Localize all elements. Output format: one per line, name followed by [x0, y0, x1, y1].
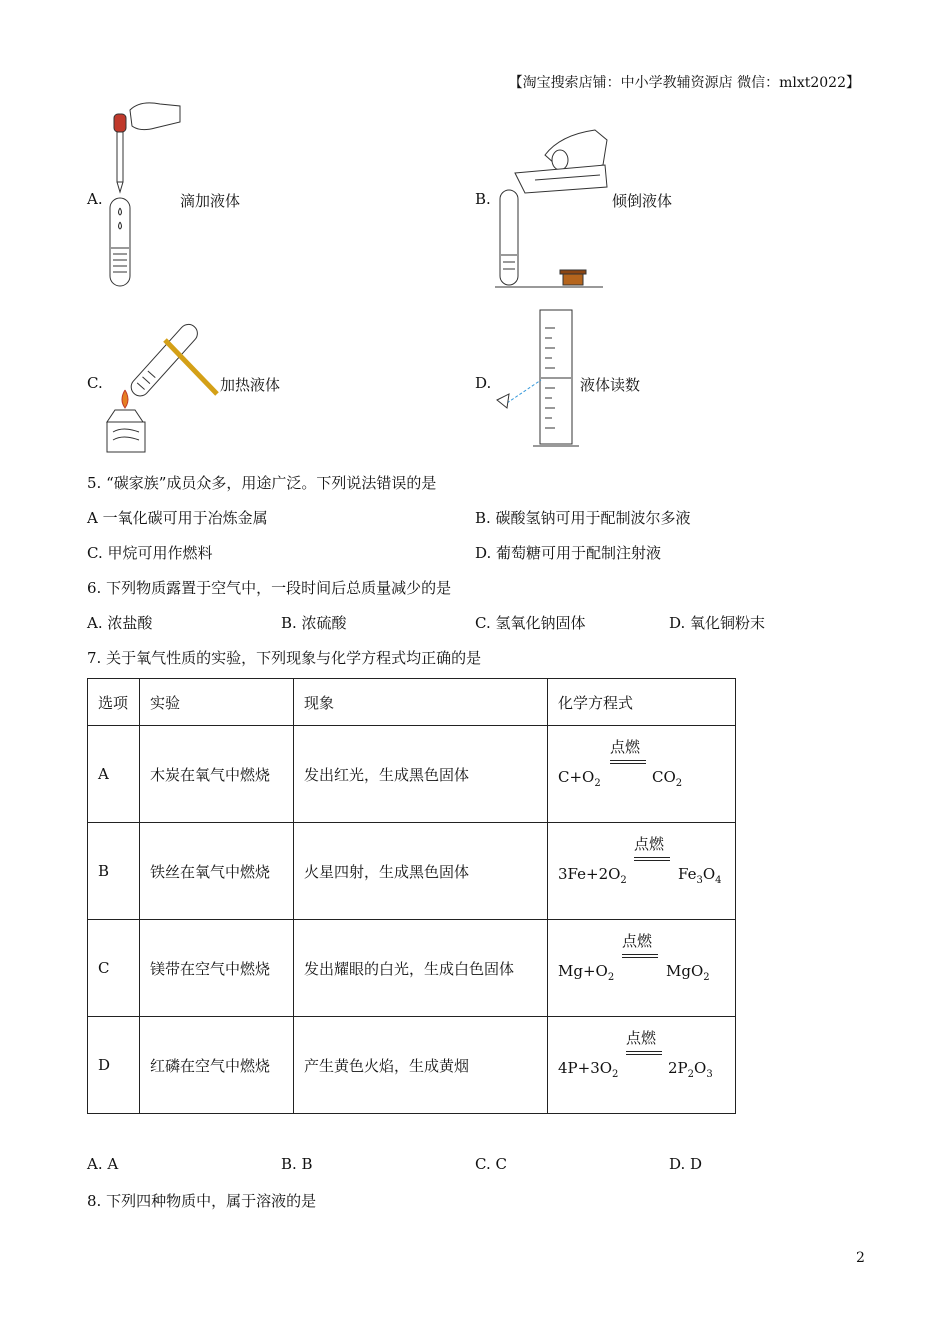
q7-answer-d: D. D: [669, 1155, 703, 1173]
equation-products: $2P_2O_3$: [668, 1059, 713, 1080]
header-phenomenon: 现象: [294, 679, 548, 726]
row-equation: [548, 823, 736, 920]
equation-products: MgO$_2$: [666, 962, 710, 983]
row-phenomenon: 发出耀眼的白光，生成白色固体: [294, 920, 548, 1017]
equation-products: $CO_2$: [652, 768, 683, 789]
option-c-caption: 加热液体: [220, 376, 281, 394]
row-option: B: [88, 823, 140, 920]
option-b-letter: B.: [475, 190, 491, 208]
table-row: [88, 920, 736, 1017]
heating-illustration: [105, 322, 220, 454]
row-equation: [548, 1017, 736, 1114]
table-row: [88, 726, 736, 823]
q6-stem: 6. 下列物质露置于空气中，一段时间后总质量减少的是: [87, 579, 452, 597]
row-phenomenon: 产生黄色火焰，生成黄烟: [294, 1017, 548, 1114]
q7-answer-b: B. B: [281, 1155, 313, 1173]
row-experiment: 铁丝在氧气中燃烧: [140, 823, 294, 920]
q7-table: [87, 678, 736, 1114]
row-equation: [548, 726, 736, 823]
equation-reactants: $3Fe+2O_2$: [558, 865, 627, 886]
equation-reactants: $C+O_2$: [558, 768, 601, 789]
q6-option-d: D. 氧化铜粉末: [669, 614, 766, 632]
q6-option-a: A. 浓盐酸: [87, 614, 153, 632]
equation-products: $Fe_3O_4$: [678, 865, 722, 886]
header-option: 选项: [88, 679, 140, 726]
equation-reactants: $Mg+O_2$: [558, 962, 615, 983]
reaction-condition: 点燃: [626, 1029, 657, 1047]
q5-stem: 5. “碳家族”成员众多，用途广泛。下列说法错误的是: [87, 474, 437, 492]
table-header-row: [88, 679, 736, 726]
option-c-letter: C.: [87, 374, 103, 392]
q8-stem: 8. 下列四种物质中，属于溶液的是: [87, 1192, 317, 1210]
option-d-letter: D.: [475, 374, 492, 392]
row-experiment: 红磷在空气中燃烧: [140, 1017, 294, 1114]
option-d-caption: 液体读数: [580, 376, 641, 394]
option-b-caption: 倾倒液体: [612, 192, 673, 210]
table-row: [88, 823, 736, 920]
page-number: 2: [856, 1250, 865, 1266]
equation-reactants: $4P+3O_2$: [558, 1059, 619, 1080]
q5-option-a: A 一氧化碳可用于冶炼金属: [87, 509, 268, 527]
page-header: 【淘宝搜索店铺：中小学教辅资源店 微信：mlxt2022】: [508, 75, 860, 91]
option-a-letter: A.: [87, 190, 103, 208]
row-equation: [548, 920, 736, 1017]
option-a-caption: 滴加液体: [180, 192, 241, 210]
q7-answer-c: C. C: [475, 1155, 507, 1173]
q5-option-b: B. 碳酸氢钠可用于配制波尔多液: [475, 509, 691, 527]
row-experiment: 镁带在空气中燃烧: [140, 920, 294, 1017]
cylinder-illustration: [495, 308, 580, 453]
row-option: A: [88, 726, 140, 823]
row-experiment: 木炭在氧气中燃烧: [140, 726, 294, 823]
table-row: [88, 1017, 736, 1114]
pouring-illustration: [495, 125, 610, 290]
reaction-condition: 点燃: [634, 835, 665, 853]
row-phenomenon: 火星四射，生成黑色固体: [294, 823, 548, 920]
q7-stem: 7. 关于氧气性质的实验，下列现象与化学方程式均正确的是: [87, 649, 482, 667]
q5-option-d: D. 葡萄糖可用于配制注射液: [475, 544, 662, 562]
reaction-condition: 点燃: [610, 738, 641, 756]
header-equation: 化学方程式: [548, 679, 736, 726]
q6-option-b: B. 浓硫酸: [281, 614, 347, 632]
q6-option-c: C. 氢氧化钠固体: [475, 614, 586, 632]
dropper-illustration: [100, 98, 190, 293]
header-experiment: 实验: [140, 679, 294, 726]
row-phenomenon: 发出红光，生成黑色固体: [294, 726, 548, 823]
row-option: D: [88, 1017, 140, 1114]
row-option: C: [88, 920, 140, 1017]
reaction-condition: 点燃: [622, 932, 653, 950]
q7-answer-a: A. A: [87, 1155, 119, 1173]
q5-option-c: C. 甲烷可用作燃料: [87, 544, 213, 562]
